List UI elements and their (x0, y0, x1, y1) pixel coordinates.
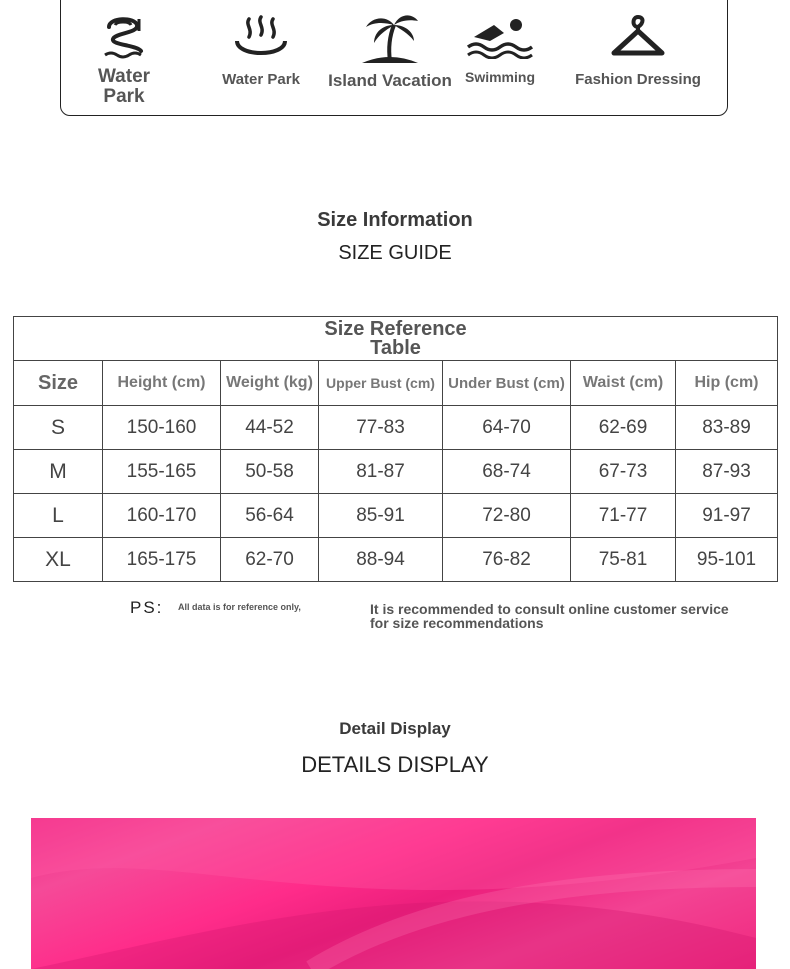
table-caption: Size Reference Table (14, 317, 778, 361)
table-cell: 83-89 (676, 406, 778, 450)
table-cell: 95-101 (676, 538, 778, 582)
table-caption-row (14, 317, 778, 361)
table-cell: 77-83 (319, 406, 443, 450)
usage-label-hot-springs: Water Park (222, 71, 300, 88)
table-cell: 76-82 (443, 538, 571, 582)
usage-label-water-park: Water Park (97, 66, 151, 107)
table-row (14, 406, 778, 450)
table-cell: 75-81 (571, 538, 676, 582)
table-cell: 71-77 (571, 494, 676, 538)
header-hip: Hip (cm) (676, 361, 778, 406)
size-reference-table (13, 316, 778, 582)
table-cell: 44-52 (221, 406, 319, 450)
header-upper-bust: Upper Bust (cm) (319, 361, 443, 406)
size-section-subtitle: SIZE GUIDE (338, 242, 452, 264)
usage-item-water-park (91, 13, 157, 107)
header-height: Height (cm) (103, 361, 221, 406)
table-cell: 150-160 (103, 406, 221, 450)
usage-item-fashion-dressing (563, 13, 713, 88)
table-cell: 64-70 (443, 406, 571, 450)
table-row (14, 538, 778, 582)
table-cell: 68-74 (443, 450, 571, 494)
size-section-title: Size Information (317, 209, 473, 231)
table-cell: 155-165 (103, 450, 221, 494)
note-prefix: PS: (130, 598, 164, 617)
swimmer-icon (464, 15, 536, 59)
table-cell: 72-80 (443, 494, 571, 538)
header-waist: Waist (cm) (571, 361, 676, 406)
table-cell: 88-94 (319, 538, 443, 582)
usage-scenarios-panel (60, 0, 728, 116)
table-cell: 160-170 (103, 494, 221, 538)
usage-item-swimming (445, 15, 555, 85)
usage-item-island-vacation (317, 11, 463, 91)
table-cell: S (14, 406, 103, 450)
usage-label-island-vacation: Island Vacation (328, 71, 452, 90)
table-cell: 87-93 (676, 450, 778, 494)
table-cell: 62-69 (571, 406, 676, 450)
hot-springs-icon (231, 13, 291, 59)
table-cell: L (14, 494, 103, 538)
header-weight: Weight (kg) (221, 361, 319, 406)
detail-section-title: Detail Display (339, 719, 451, 738)
header-size: Size (14, 361, 103, 406)
detail-section-subtitle: DETAILS DISPLAY (301, 752, 489, 777)
note-consult-service: It is recommended to consult online customer service for size recommendations (370, 601, 729, 631)
table-cell: 62-70 (221, 538, 319, 582)
note-reference-only: All data is for reference only, (178, 602, 301, 612)
usage-item-hot-springs (211, 13, 311, 88)
table-cell: 56-64 (221, 494, 319, 538)
table-cell: XL (14, 538, 103, 582)
header-under-bust: Under Bust (cm) (443, 361, 571, 406)
table-row (14, 450, 778, 494)
palm-island-icon (360, 11, 420, 65)
hanger-icon (610, 13, 666, 61)
table-row (14, 494, 778, 538)
table-cell: 67-73 (571, 450, 676, 494)
table-cell: 50-58 (221, 450, 319, 494)
table-cell: M (14, 450, 103, 494)
table-cell: 85-91 (319, 494, 443, 538)
fabric-detail-image (31, 818, 756, 969)
table-header-row (14, 361, 778, 406)
water-slide-icon (101, 13, 147, 59)
table-cell: 165-175 (103, 538, 221, 582)
usage-label-swimming: Swimming (464, 69, 535, 85)
usage-label-fashion-dressing: Fashion Dressing (575, 71, 701, 88)
table-cell: 91-97 (676, 494, 778, 538)
table-cell: 81-87 (319, 450, 443, 494)
